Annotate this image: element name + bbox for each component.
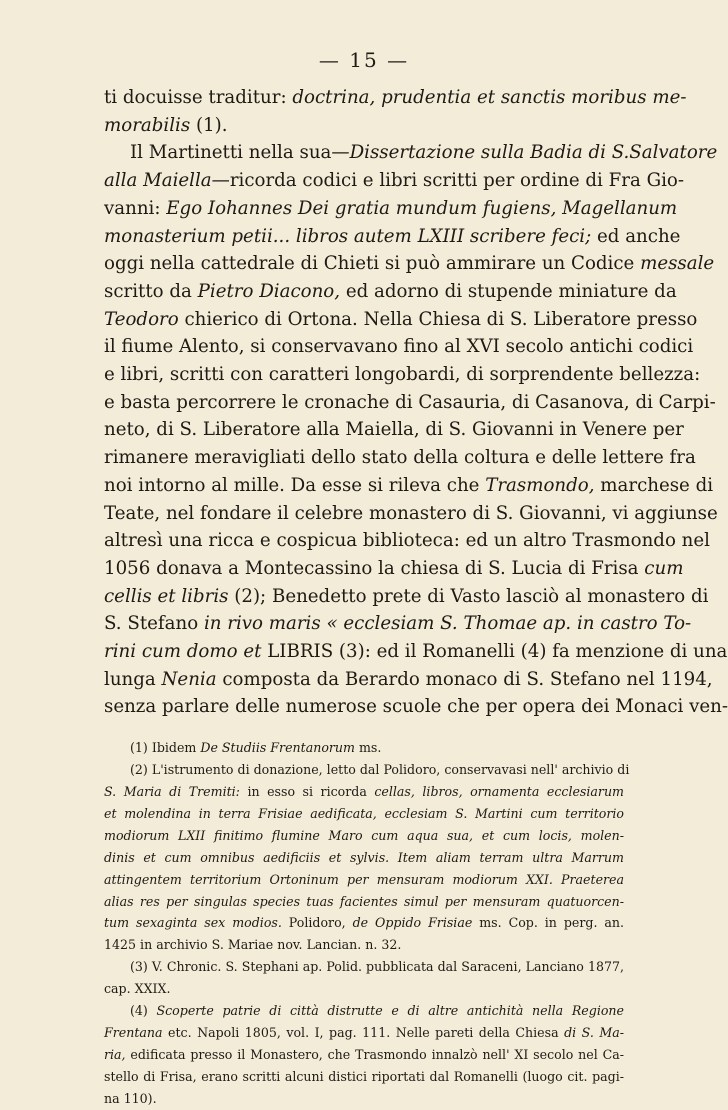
text-run: (3) V. Chronic. S. Stephani ap. Polid. pubblicata dal Saraceni, Lanciano 1877, [130,959,624,975]
text-run: (2); Benedetto prete di Vasto lasciò al monastero di [228,585,709,607]
text-run: Polidoro, [281,915,353,931]
text-run: 1056 donava a Montecassino la chiesa di S. Lucia di Frisa [104,557,645,579]
italic-text: modiorum LXII finitimo flumine Maro cum aqua sua, et cum locis, molen- [104,827,624,843]
italic-text: et molendina in terra Frisiae aedificata, ecclesiam S. Martini cum territorio [104,805,624,821]
italic-text: Scoperte patrie di città distrutte e di altre antichità nella Regione [156,1003,624,1019]
text-run: il fiume Alento, si conservavano fino al XVI secolo antichi codici [104,336,694,358]
text-run: ms. [354,740,382,756]
text-run: altresì una ricca e cospicua biblioteca: ed un altro Trasmondo nel [104,530,710,552]
footnote-line [104,825,624,847]
italic-text: alias res per singulas species tuas facientes simul per mensuram quatuorcen- [104,893,624,909]
italic-text: alla Maiella [104,170,212,192]
text-run: na 110). [104,1090,157,1106]
text-run: rimanere meravigliati dello stato della coltura e delle lettere fra [104,447,696,469]
footnotes [104,737,630,1109]
text-run: ti docuisse traditur: [104,87,293,108]
italic-text: Nenia [161,668,217,690]
italic-text: rini cum domo et [104,641,262,663]
body-line [104,223,681,251]
italic-text: in rivo maris « ecclesiam S. Thomae ap. in castro To- [203,613,692,635]
footnote-line [104,737,624,759]
body-line [104,250,715,278]
body-line [104,583,709,611]
body-text [104,84,728,721]
body-line [104,444,696,472]
italic-text: doctrina, prudentia et sanctis moribus me- [292,87,687,108]
italic-text: monasterium petii... libros autem LXIII scribere feci; [104,225,592,247]
body-line [104,389,716,417]
text-run: Teate, nel fondare il celebre monastero di S. Giovanni, vi aggiunse [104,502,718,524]
italic-text: Teodoro [104,308,179,330]
text-run: (1). [190,114,228,136]
text-run: ms. Cop. in perg. an. [472,915,624,931]
text-run: (4) [130,1003,157,1019]
body-line [104,416,684,444]
body-line [104,278,677,306]
text-run: edificata presso il Monastero, che Trasmondo innalzò nell' XI secolo nel Ca- [125,1046,624,1062]
italic-text: dinis et cum omnibus aedificiis et sylvis. Item aliam terram ultra Marrum [104,849,624,865]
page-number: — 15 — [318,48,410,72]
italic-text: Pietro Diacono, [197,280,341,302]
italic-text: De Studiis Frentanorum [200,740,355,756]
text-run: (2) L'istrumento di donazione, letto dal Polidoro, conservavasi nell' archivio di [130,762,630,778]
text-run: —ricorda codici e libri scritti per ordine di Fra Gio- [211,170,685,192]
body-line [104,500,718,528]
text-run: senza parlare delle numerose scuole che per opera dei Monaci ven- [104,696,728,718]
italic-text: tum sexaginta sex modios. [104,915,282,931]
footnote-line [104,781,624,803]
body-line [104,527,710,555]
italic-text: messale [640,253,715,275]
footnote-line [104,956,624,978]
footnote-line [104,1066,624,1088]
footnote-line [104,847,624,869]
footnote-line [104,1044,624,1066]
italic-text: Ego Iohannes Dei gratia mundum fugiens, Magellanum [166,197,678,219]
text-run: e libri, scritti con caratteri longobardi, di sorprendente bellezza: [104,364,701,386]
body-line [104,139,718,167]
body-line [104,666,713,694]
footnote-line [104,891,624,913]
footnote-line [104,869,624,891]
text-run: oggi nella cattedrale di Chieti si può ammirare un Codice [104,253,641,275]
footnote-line [104,934,624,956]
italic-text: cellas, libros, ornamenta ecclesiarum [374,783,624,799]
body-line [104,638,728,666]
text-run: chierico di Ortona. Nella Chiesa di S. Liberatore presso [178,308,698,330]
italic-text: Trasmondo, [485,474,595,496]
body-line [104,472,714,500]
text-run: stello di Frisa, erano scritti alcuni distici riportati dal Romanelli (luogo cit. pagi- [104,1068,624,1084]
italic-text: morabilis [104,114,191,136]
italic-text: ria, [104,1046,126,1062]
body-line [104,306,698,334]
italic-text: di S. Ma- [564,1024,624,1040]
footnote-line [104,1000,624,1022]
body-line [104,610,692,638]
text-run: neto, di S. Liberatore alla Maiella, di S. Giovanni in Venere per [104,419,684,441]
text-run: (1) Ibidem [130,740,201,756]
text-run: composta da Berardo monaco di S. Stefano nel 1194, [216,668,713,690]
footnote-line [104,1088,624,1110]
body-line [104,333,694,361]
italic-text: de Oppido Frisiae [352,915,473,931]
text-run: vanni: [104,197,167,219]
text-run: Il Martinetti nella sua— [130,142,350,164]
body-line [104,361,701,389]
body-line [104,195,678,223]
footnote-line [104,978,624,1000]
text-run: LIBRIS (3): ed il Romanelli (4) fa menzione di una [261,641,728,663]
text-run: cap. XXIX. [104,981,171,997]
body-line [104,555,684,583]
footnote-line [104,912,624,934]
text-run: 1425 in archivio S. Mariae nov. Lancian. n. 32. [104,937,402,953]
italic-text: cum [644,557,684,579]
italic-text: Frentana [104,1024,163,1040]
text-run: in esso si ricorda [239,783,375,799]
italic-text: attingentem territorium Ortoninum per mensuram modiorum XXI. Praeterea [104,871,624,887]
footnote-line [104,1022,624,1044]
body-line [104,112,624,140]
text-run: S. Stefano [104,613,204,635]
italic-text: cellis et libris [104,585,229,607]
text-run: scritto da [104,280,198,302]
body-line [104,167,685,195]
text-run: ed anche [591,225,681,247]
text-run: lunga [104,668,162,690]
footnote-line [104,759,630,781]
text-run: marchese di [594,474,714,496]
text-run: e basta percorrere le cronache di Casauria, di Casanova, di Carpi- [104,391,716,413]
text-run: ed adorno di stupende miniature da [340,280,677,302]
text-run: etc. Napoli 1805, vol. I, pag. 111. Nelle pareti della Chiesa [162,1024,565,1040]
text-run: noi intorno al mille. Da esse si rileva che [104,474,486,496]
footnote-line [104,803,624,825]
italic-text: S. Maria di Tremiti: [104,783,240,799]
italic-text: Dissertazione sulla Badia di S.Salvatore [349,142,718,164]
body-line [104,693,728,721]
body-line [104,84,687,112]
